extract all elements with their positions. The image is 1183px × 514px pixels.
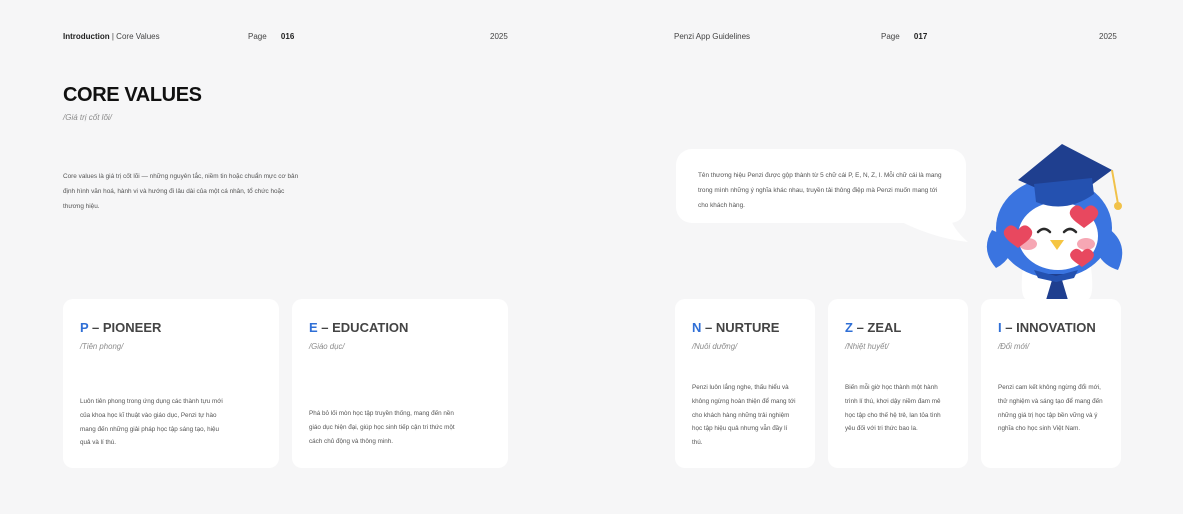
- header-section-label: [63, 32, 160, 41]
- speech-bubble-text: Tên thương hiệu Penzi được gộp thành từ 5 chữ cái P, E, N, Z, I. Mỗi chữ cái là mang trong mình những ý nghĩa khác nhau, truyền tải thông điệp mà Penzi muốn mang tới cho khách hàng.: [698, 172, 942, 209]
- value-card-innovation: [981, 299, 1121, 468]
- value-card-letter: Z: [845, 320, 853, 335]
- value-card-title: [845, 320, 951, 335]
- value-card-name: – EDUCATION: [317, 320, 409, 335]
- value-card-letter: E: [309, 320, 318, 335]
- value-card-subtitle: /Giáo dục/: [309, 342, 345, 351]
- value-card-body: Penzi cam kết không ngừng đổi mới, thử nghiệm và sáng tạo để mang đến những giá trị học tập bền vững và ý nghĩa cho học sinh Việt Nam.: [998, 384, 1103, 433]
- header-page-number-left: 016: [280, 32, 295, 41]
- header-page-number-right: 017: [913, 32, 928, 41]
- value-card-title: [80, 320, 262, 335]
- value-card-subtitle: /Nuôi dưỡng/: [692, 342, 738, 351]
- value-card-title: [309, 320, 491, 335]
- value-card-name: – PIONEER: [88, 320, 162, 335]
- header-page-left: [248, 32, 294, 41]
- penguin-mascot-icon: [978, 140, 1130, 300]
- speech-bubble: [676, 149, 966, 223]
- value-card-name: – NURTURE: [701, 320, 780, 335]
- page-subtitle: /Giá trị cốt lõi/: [63, 113, 112, 122]
- value-card-letter: P: [80, 320, 89, 335]
- value-card-zeal: [828, 299, 968, 468]
- header-page-label-left: Page: [248, 32, 267, 41]
- value-card-name: – ZEAL: [852, 320, 902, 335]
- value-card-subtitle: /Tiên phong/: [80, 342, 124, 351]
- header-page-label-right: Page: [881, 32, 900, 41]
- header-year-left: 2025: [490, 32, 508, 41]
- intro-paragraph: Core values là giá trị cốt lõi — những nguyên tắc, niềm tin hoặc chuẩn mực cơ bản định hình văn hoá, hành vi và hướng đi lâu dài của một cá nhân, tổ chức hoặc thương hiệu.: [63, 173, 299, 210]
- header-section-rest: | Core Values: [109, 32, 160, 41]
- header-year-right: 2025: [1099, 32, 1117, 41]
- value-card-letter: N: [692, 320, 702, 335]
- value-card-nurture: [675, 299, 815, 468]
- value-card-body: Penzi luôn lắng nghe, thấu hiểu và không ngừng hoàn thiện để mang tới cho khách hàng những trải nghiệm học tập hiệu quả nhưng vẫn đầy lí thú.: [692, 384, 796, 447]
- header-doc-title: Penzi App Guidelines: [674, 32, 751, 41]
- value-card-body: Phá bỏ lối mòn học tập truyền thống, mang đến nền giáo dục hiện đại, giúp học sinh tiếp cận tri thức một cách chủ động và thông minh.: [309, 410, 455, 445]
- value-card-subtitle: /Đổi mới/: [998, 342, 1030, 351]
- value-card-name: – INNOVATION: [1001, 320, 1096, 335]
- value-card-pioneer: [63, 299, 279, 468]
- value-card-education: [292, 299, 508, 468]
- value-card-body: Luôn tiên phong trong ứng dụng các thành tựu mới của khoa học kĩ thuật vào giáo dục, Penzi tự hào mang đến những giải pháp học tập sáng tạo, hiệu quả và lí thú.: [80, 398, 223, 447]
- speech-bubble-tail: [890, 216, 970, 246]
- value-card-subtitle: /Nhiệt huyết/: [845, 342, 889, 351]
- value-card-title: [692, 320, 798, 335]
- value-card-title: [998, 320, 1104, 335]
- value-card-body: Biến mỗi giờ học thành một hành trình lí thú, khơi dậy niềm đam mê học tập cho thế hệ trẻ, lan tỏa tình yêu đối với tri thức bao la.: [845, 384, 941, 433]
- value-card-letter: I: [998, 320, 1002, 335]
- header-section-bold: Introduction: [63, 32, 110, 41]
- header-page-right: [881, 32, 927, 41]
- page-title: CORE VALUES: [63, 84, 202, 106]
